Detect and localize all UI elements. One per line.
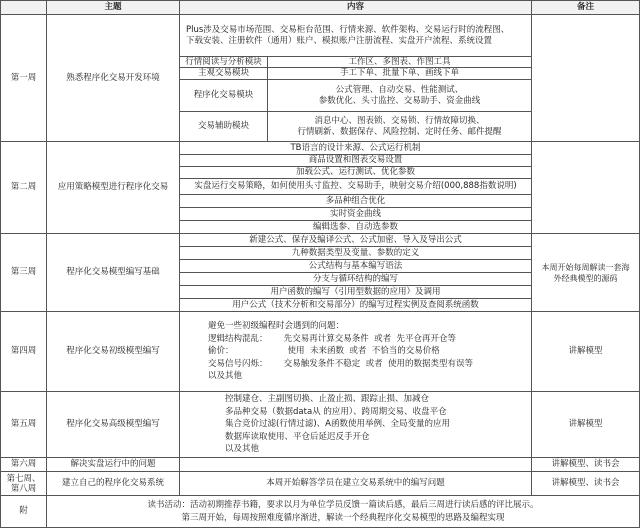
week1-module-name: 交易辅助模块	[180, 112, 268, 142]
week4-topic: 程序化交易初级模型编写	[47, 312, 180, 392]
week5-label: 第五周	[0, 392, 47, 458]
week1-intro	[180, 15, 532, 57]
week3-line: 新建公式、保存及编译公式、公式加密、导入及导出公式	[180, 234, 532, 247]
week2-label: 第二周	[0, 142, 47, 234]
week6-note: 讲解模型、读书会	[532, 458, 640, 472]
week1-module-name: 行情阅读与分析模块	[180, 57, 268, 68]
appendix-line: 第三周开始，每周按照难度循序渐进，解读一个经典程序化交易模型的思路及编程实现	[181, 512, 505, 523]
week78-note: 讲解模型、读书会	[532, 472, 640, 496]
week4-content	[180, 312, 532, 392]
week4-content-line: 偷价： 使用 未来函数 或者 不恰当的交易价格	[208, 346, 440, 357]
week4-content-line: 以及其他	[208, 371, 243, 382]
week2-line: 加载公式、运行测试、优化参数	[180, 167, 532, 179]
week5-content-line: 控制建仓、主副图切换、止盈止损、跟踪止损、加减仓	[225, 394, 430, 405]
week2-topic: 应用策略模型进行程序化交易	[47, 142, 180, 234]
week2-line: 商品设置和图表交易设置	[180, 155, 532, 167]
week1-module-detail-line: 公式管理、自动交易、性能测试、	[335, 84, 464, 95]
week5-note: 讲解模型	[532, 392, 640, 458]
week3-line: 用户函数的编写（引用型数据的应用）及调用	[180, 286, 532, 299]
week5-content	[180, 392, 532, 458]
week1-module-name: 程序化交易模块	[180, 80, 268, 112]
week78-topic: 建立自己的程序化交易系统	[47, 472, 180, 496]
week2-line: 实时资金曲线	[180, 208, 532, 221]
week5-content-line: 数据库读取使用、平仓后延迟反手开仓	[225, 431, 370, 442]
header-topic: 主题	[47, 0, 180, 15]
header-week	[0, 0, 47, 15]
week78-label	[0, 472, 47, 496]
week4-content-line: 交易信号闪烁： 交易触发条件不稳定 或者 使用的数据类型有误等	[208, 358, 474, 369]
appendix-line: 读书活动：活动初期推荐书籍，要求以月为单位学员反馈一篇读后感，最后三周进行读后感的评比展示。	[147, 499, 539, 510]
week3-label: 第三周	[0, 234, 47, 312]
week3-line: 用户公式（技术分析和交易部分）的编写过程实例及查阅系统函数	[180, 299, 532, 312]
week3-topic: 程序化交易模型编写基础	[47, 234, 180, 312]
week2-line: 实盘运行交易策略，如何使用头寸监控、交易助手，映射交易介绍(000,888指数说明)	[180, 179, 532, 195]
week1-label: 第一周	[0, 15, 47, 142]
week1-module-detail	[268, 112, 532, 142]
header-note: 备注	[532, 0, 640, 15]
week4-content-line: 避免一些初级编程时会遇到的问题：	[208, 321, 345, 332]
week6-topic: 解决实盘运行中的问题	[47, 458, 180, 472]
week3-line: 分支与循环结构的编写	[180, 273, 532, 286]
header-content: 内容	[180, 0, 532, 15]
week4-label: 第四周	[0, 312, 47, 392]
week5-content-line: 多品种交易（数据data从 的应用）、跨周期交易、收盘平仓	[225, 406, 447, 417]
week2-line: TB语言的设计来源、公式运行机制	[180, 142, 532, 155]
week1-module-detail: 工作区、多图表、作图工具	[268, 57, 532, 68]
week1-module-name: 主观交易模块	[180, 68, 268, 80]
week1-module-detail-line: 消息中心、图表锁、交易锁、行情故障切换、	[314, 115, 485, 126]
week2-line: 编辑选参、自动选参数	[180, 221, 532, 234]
week1-note	[532, 15, 640, 142]
week2-line: 多品种组合优化	[180, 195, 532, 208]
week1-module-detail-line: 行情刷新、数据保存、风险控制、定时任务、邮件提醒	[297, 126, 502, 137]
week6-label: 第六周	[0, 458, 47, 472]
week3-line: 公式结构与基本编写语法	[180, 260, 532, 273]
week3-line: 九种数据类型及变量、参数的定义	[180, 247, 532, 260]
appendix-label: 附	[0, 496, 47, 528]
week1-module-detail	[268, 80, 532, 112]
week2-note	[532, 142, 640, 234]
week78-content: 本周开始解答学员在建立交易系统中的编写问题	[180, 472, 532, 496]
week4-note: 讲解模型	[532, 312, 640, 392]
week5-topic: 程序化交易高级模型编写	[47, 392, 180, 458]
week1-intro-line: Plus涉及交易市场范围、交易柜台范围、行情来源、软件架构、交易运行时的流程图、	[186, 24, 510, 35]
week1-module-detail: 手工下单、批量下单、画线下单	[268, 68, 532, 80]
week5-content-line: 以及其他	[225, 444, 260, 455]
week1-intro-line: 下载安装、注册软件（通用）账户、模拟账户注册流程、实盘开户流程、系统设置	[186, 35, 493, 46]
week1-topic: 熟悉程序化交易开发环境	[47, 15, 180, 142]
week1-module-detail-line: 参数优化、头寸监控、交易助手、资金曲线	[318, 95, 481, 106]
week3-note	[532, 234, 640, 312]
week3-note-line: 本周开始每周解读一套海	[541, 262, 630, 272]
week4-content-line: 逻辑结构混乱： 先交易再计算交易条件 或者 先平仓再开仓等	[208, 333, 457, 344]
appendix-content	[47, 496, 640, 528]
week78-label-line: 第八周	[10, 483, 37, 494]
week5-content-line: 集合竞价过滤(行情过滤)、A函数使用举例、全局变量的应用	[225, 419, 450, 430]
week3-note-line: 外经典模型的源码	[553, 273, 618, 283]
week78-label-line: 第七周、	[6, 473, 41, 484]
week6-content	[180, 458, 532, 472]
